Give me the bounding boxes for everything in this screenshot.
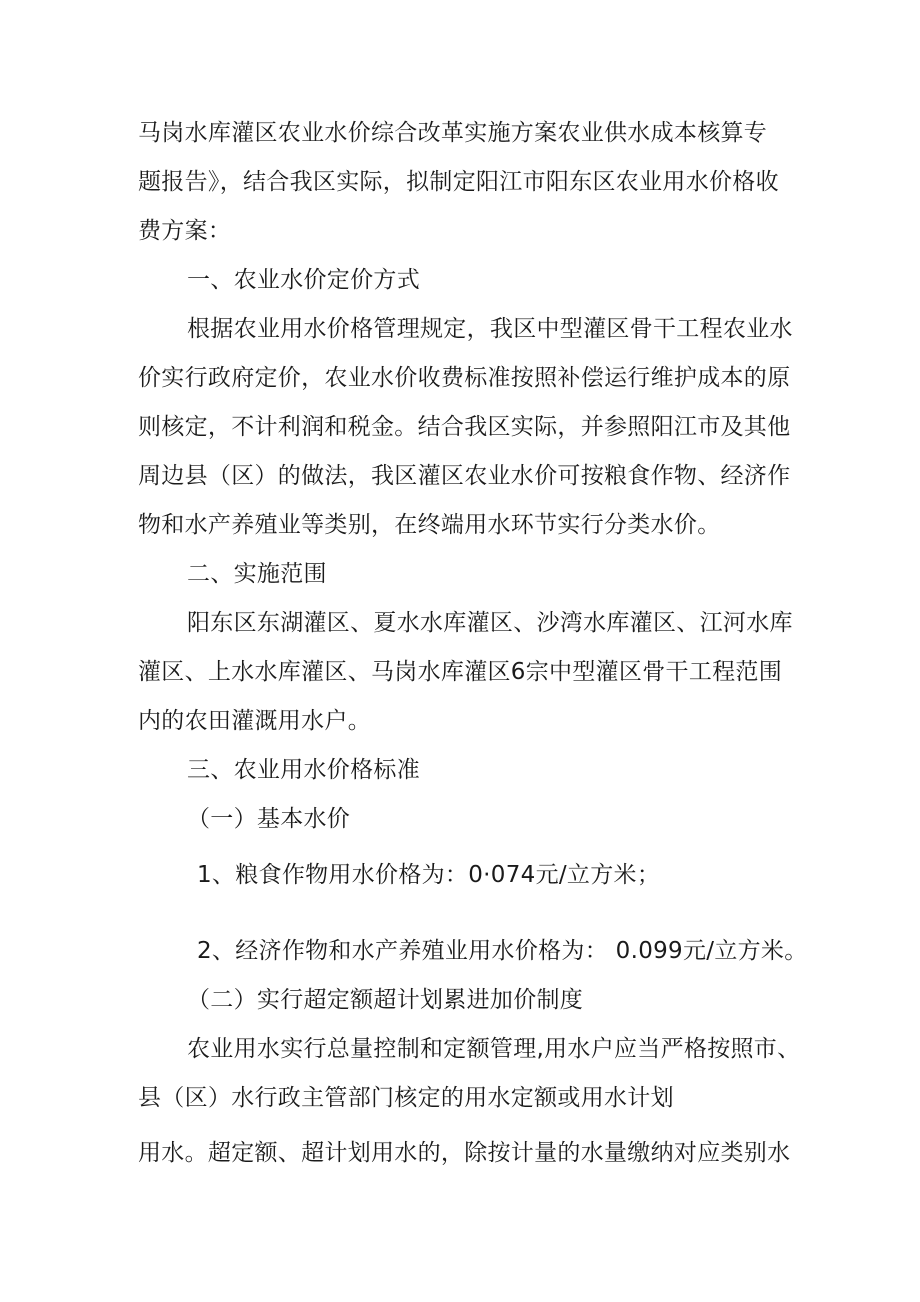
subsection-heading: （一）基本水价 [187, 806, 351, 832]
section-heading: 二、实施范围 [187, 561, 327, 587]
section-heading: 三、农业用水价格标准 [187, 757, 420, 783]
text-line: 题报告》，结合我区实际，拟制定阳江市阳东区农业用水价格收 [138, 169, 779, 195]
text-line: 根据农业用水价格管理规定，我区中型灌区骨干工程农业水 [187, 316, 793, 342]
text-line: 内的农田灌溉用水户。 [138, 708, 371, 734]
list-item: 2、经济作物和水产养殖业用水价格为： 0.099元/立方米。 [197, 938, 808, 964]
text-line: 价实行政府定价，农业水价收费标准按照补偿运行维护成本的原 [138, 365, 791, 391]
text-line: 马岗水库灌区农业水价综合改革实施方案农业供水成本核算专 [138, 120, 768, 146]
text-line: 用水。超定额、超计划用水的，除按计量的水量缴纳对应类别水 [138, 1140, 791, 1166]
text-line: 农业用水实行总量控制和定额管理,用水户应当严格按照市、 [187, 1036, 801, 1062]
section-heading: 一、农业水价定价方式 [187, 267, 420, 293]
text-line: 费方案： [138, 218, 232, 244]
text-line: 物和水产养殖业等类别，在终端用水环节实行分类水价。 [138, 512, 721, 538]
list-item: 1、粮食作物用水价格为：0·074元/立方米； [197, 862, 661, 888]
text-line: 周边县（区）的做法，我区灌区农业水价可按粮食作物、经济作 [138, 463, 791, 489]
text-line: 灌区、上水水库灌区、马岗水库灌区6宗中型灌区骨干工程范围 [138, 659, 783, 685]
text-line: 县（区）水行政主管部门核定的用水定额或用水计划 [138, 1085, 674, 1111]
subsection-heading: （二）实行超定额超计划累进加价制度 [187, 987, 584, 1013]
text-line: 则核定，不计利润和税金。结合我区实际，并参照阳江市及其他 [138, 414, 791, 440]
text-line: 阳东区东湖灌区、夏水水库灌区、沙湾水库灌区、江河水库 [187, 610, 793, 636]
